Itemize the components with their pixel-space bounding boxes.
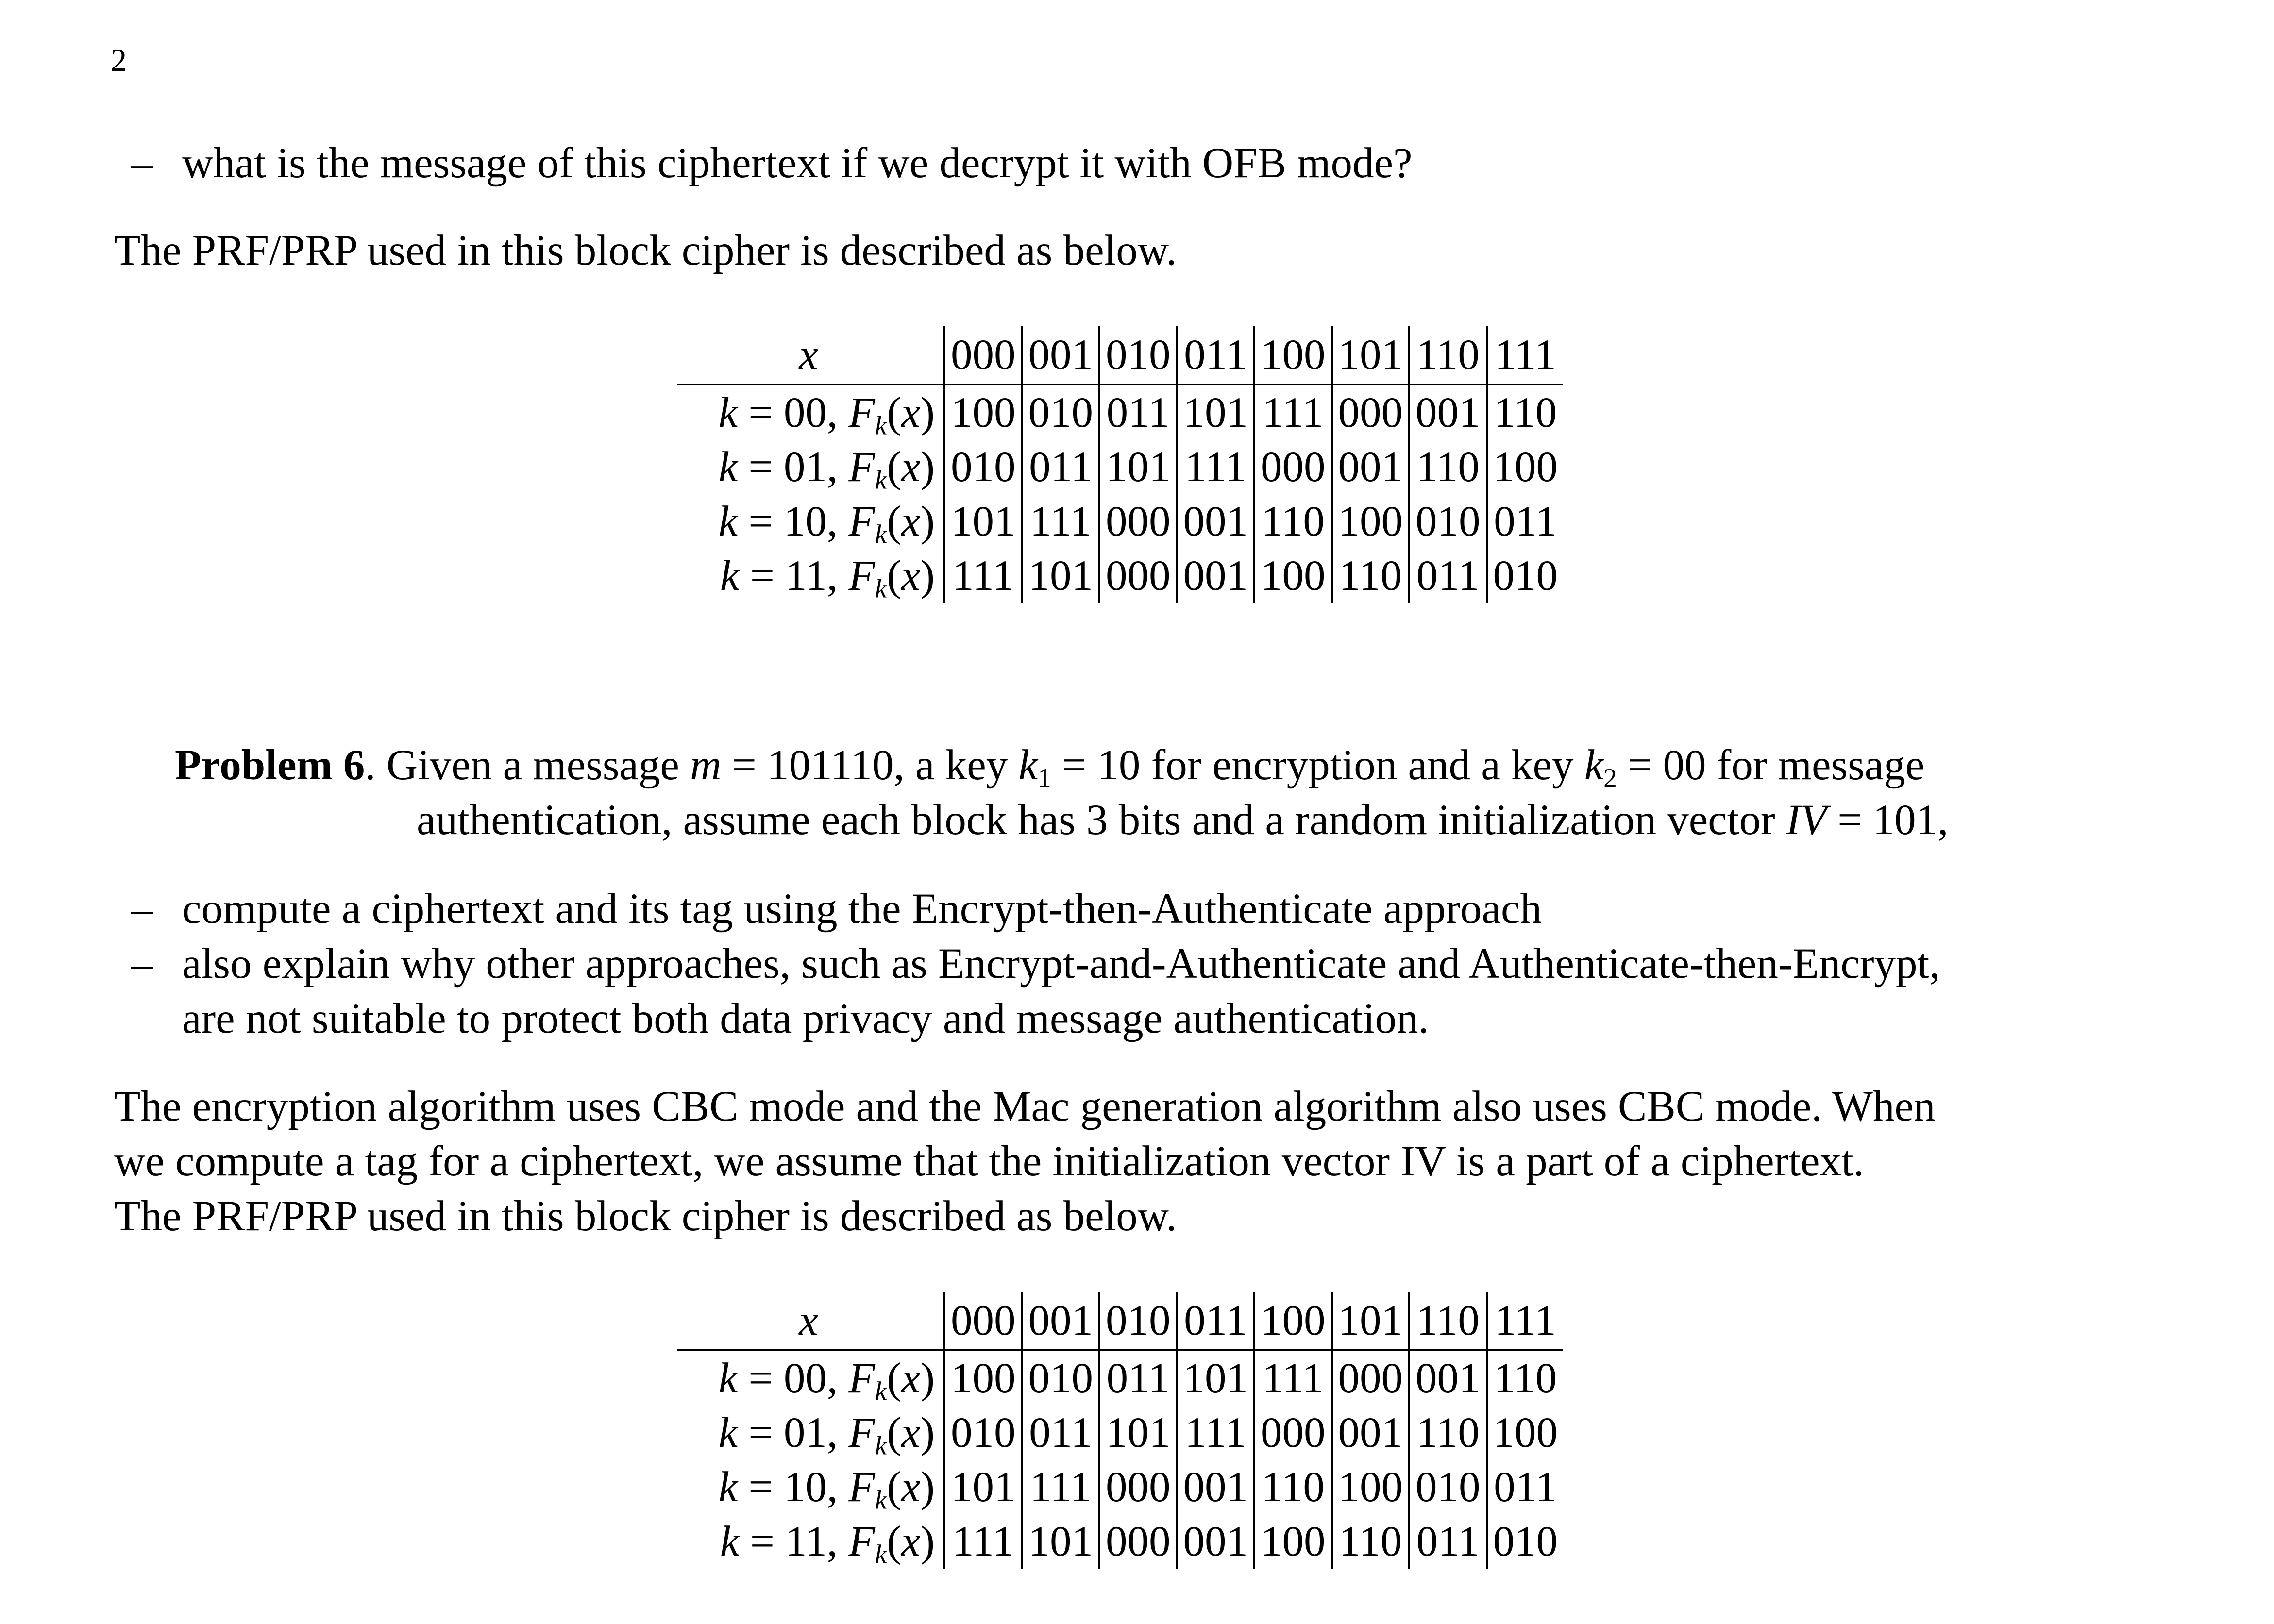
problem-text: . Given a message: [365, 741, 691, 789]
table-cell: 010: [1409, 494, 1487, 549]
row-label: k = 01, $F_k(x)$: [718, 1408, 935, 1460]
table-cell: 101: [944, 1460, 1022, 1514]
table-cell: 100: [1254, 549, 1332, 603]
table-cell: 011: [1487, 494, 1564, 549]
column-header: 101: [1332, 1292, 1410, 1350]
row-label: k = 10, $F_k(x)$: [718, 1463, 935, 1514]
table-cell: 100: [1254, 1514, 1332, 1569]
table-cell: 101: [1177, 1350, 1255, 1406]
table-cell: 110: [1332, 549, 1410, 603]
bullet-ofb: [131, 139, 1413, 187]
column-header: 100: [1254, 326, 1332, 385]
table-cell: 001: [1177, 549, 1255, 603]
column-header: 101: [1332, 326, 1410, 385]
row-label: k = 10, $F_k(x)$: [718, 497, 935, 549]
table-cell: 001: [1177, 1460, 1255, 1514]
bullet-explain: [131, 940, 1940, 988]
table-cell: 001: [1332, 440, 1410, 494]
column-header: 001: [1022, 326, 1100, 385]
table-cell: 110: [1254, 494, 1332, 549]
table-cell: 010: [944, 440, 1022, 494]
math-sub: 2: [1603, 763, 1617, 793]
table-cell: 011: [1409, 1514, 1487, 1569]
table-row: [677, 385, 1563, 440]
bullet-compute: [131, 885, 1542, 933]
table-cell: 011: [1487, 1460, 1564, 1514]
x-label: x: [677, 1292, 944, 1350]
math-sub: 1: [1038, 763, 1051, 793]
table-cell: 010: [1409, 1460, 1487, 1514]
column-header: 110: [1409, 1292, 1487, 1350]
table-cell: 100: [1487, 440, 1564, 494]
table-cell: 000: [1099, 494, 1177, 549]
table-cell: 111: [1022, 494, 1100, 549]
table-cell: 010: [944, 1406, 1022, 1460]
column-header: 011: [1177, 326, 1255, 385]
problem-text: = 00 for message: [1617, 741, 1925, 789]
table-cell: 111: [944, 549, 1022, 603]
column-header: 000: [944, 326, 1022, 385]
table-cell: 011: [1099, 385, 1177, 440]
row-label: k = 11, $F_k(x)$: [720, 552, 935, 603]
table-cell: 000: [1099, 549, 1177, 603]
table-row: [677, 1350, 1563, 1406]
bullet-ofb-text: what is the message of this ciphertext if we decrypt it with OFB mode?: [182, 139, 1413, 187]
table-cell: 010: [1487, 1514, 1564, 1569]
column-header: 110: [1409, 326, 1487, 385]
table-cell: 101: [1099, 1406, 1177, 1460]
table-cell: 010: [1487, 549, 1564, 603]
bullet-dash: –: [131, 885, 153, 933]
prf-table-1: [677, 326, 1563, 603]
column-header: 111: [1487, 1292, 1564, 1350]
column-header: 001: [1022, 1292, 1100, 1350]
table-cell: 011: [1099, 1350, 1177, 1406]
table-cell: 101: [1022, 549, 1100, 603]
column-header: 100: [1254, 1292, 1332, 1350]
table-cell: 111: [1254, 385, 1332, 440]
table-header-row: [677, 326, 1563, 385]
table-cell: 110: [1487, 1350, 1564, 1406]
column-header: 111: [1487, 326, 1564, 385]
table-cell: 100: [1487, 1406, 1564, 1460]
table-cell: 110: [1332, 1514, 1410, 1569]
page-number: 2: [111, 43, 127, 78]
table-cell: 000: [1332, 1350, 1410, 1406]
math-m: m: [690, 741, 722, 789]
table-cell: 100: [1332, 494, 1410, 549]
table-row: [677, 440, 1563, 494]
table-cell: 001: [1177, 1514, 1255, 1569]
table-cell: 001: [1332, 1406, 1410, 1460]
intro-text-1: The PRF/PRP used in this block cipher is described as below.: [114, 227, 1177, 274]
table-row: [677, 1406, 1563, 1460]
column-header: 011: [1177, 1292, 1255, 1350]
table-cell: 001: [1177, 494, 1255, 549]
table-cell: 000: [1099, 1460, 1177, 1514]
table-cell: 000: [1254, 440, 1332, 494]
problem-6-line-2: [417, 796, 1949, 844]
problem-6-line-1: [175, 741, 1925, 793]
row-label: k = 00, $F_k(x)$: [718, 1354, 935, 1406]
table-cell: 101: [944, 494, 1022, 549]
table-cell: 111: [1177, 440, 1255, 494]
table-cell: 100: [944, 1350, 1022, 1406]
table-cell: 100: [1332, 1460, 1410, 1514]
table-cell: 011: [1022, 1406, 1100, 1460]
table-cell: 111: [1022, 1460, 1100, 1514]
table-cell: 110: [1487, 385, 1564, 440]
table-cell: 011: [1409, 549, 1487, 603]
table-cell: 101: [1099, 440, 1177, 494]
row-label: k = 01, $F_k(x)$: [718, 443, 935, 494]
bullet-text: compute a ciphertext and its tag using the Encrypt-then-Authenticate approach: [182, 885, 1542, 933]
bullet-explain-cont: are not suitable to protect both data privacy and message authentication.: [182, 995, 1429, 1042]
bullet-dash: –: [131, 139, 153, 187]
paragraph-line-3: The PRF/PRP used in this block cipher is described as below.: [114, 1192, 1177, 1240]
table-cell: 010: [1022, 385, 1100, 440]
paragraph-line-2: we compute a tag for a ciphertext, we assume that the initialization vector IV is a part of a ciphertext.: [114, 1138, 1864, 1185]
prf-table-2: [677, 1292, 1563, 1569]
problem-text: = 101,: [1826, 796, 1949, 844]
bullet-dash: –: [131, 940, 153, 988]
table-row: [677, 494, 1563, 549]
table-cell: 111: [944, 1514, 1022, 1569]
math-iv: IV: [1786, 796, 1827, 844]
column-header: 010: [1099, 1292, 1177, 1350]
table-cell: 111: [1177, 1406, 1255, 1460]
table-cell: 010: [1022, 1350, 1100, 1406]
table-cell: 000: [1254, 1406, 1332, 1460]
problem-text: = 10 for encryption and a key: [1051, 741, 1584, 789]
column-header: 000: [944, 1292, 1022, 1350]
table-cell: 001: [1409, 1350, 1487, 1406]
problem-text: authentication, assume each block has 3 bits and a random initialization vector: [417, 796, 1786, 844]
table-cell: 100: [944, 385, 1022, 440]
table-cell: 111: [1254, 1350, 1332, 1406]
table-cell: 011: [1022, 440, 1100, 494]
table-row: [677, 1460, 1563, 1514]
problem-text: = 101110, a key: [721, 741, 1019, 789]
problem-title: Problem 6: [175, 741, 365, 789]
table-cell: 000: [1332, 385, 1410, 440]
x-label: x: [677, 326, 944, 385]
math-k: k: [1584, 741, 1604, 789]
table-row: [677, 549, 1563, 603]
table-row: [677, 1514, 1563, 1569]
table-cell: 110: [1409, 1406, 1487, 1460]
table-cell: 000: [1099, 1514, 1177, 1569]
row-label: k = 11, $F_k(x)$: [720, 1517, 935, 1569]
table-cell: 101: [1022, 1514, 1100, 1569]
row-label: k = 00, $F_k(x)$: [718, 388, 935, 440]
math-k: k: [1018, 741, 1038, 789]
table-cell: 110: [1254, 1460, 1332, 1514]
table-cell: 101: [1177, 385, 1255, 440]
paragraph-line-1: The encryption algorithm uses CBC mode and the Mac generation algorithm also uses CBC mode. When: [114, 1083, 1936, 1130]
table-cell: 001: [1409, 385, 1487, 440]
column-header: 010: [1099, 326, 1177, 385]
table-header-row: [677, 1292, 1563, 1350]
bullet-text: also explain why other approaches, such as Encrypt-and-Authenticate and Authenticate-then-Encrypt,: [182, 940, 1940, 988]
table-cell: 110: [1409, 440, 1487, 494]
